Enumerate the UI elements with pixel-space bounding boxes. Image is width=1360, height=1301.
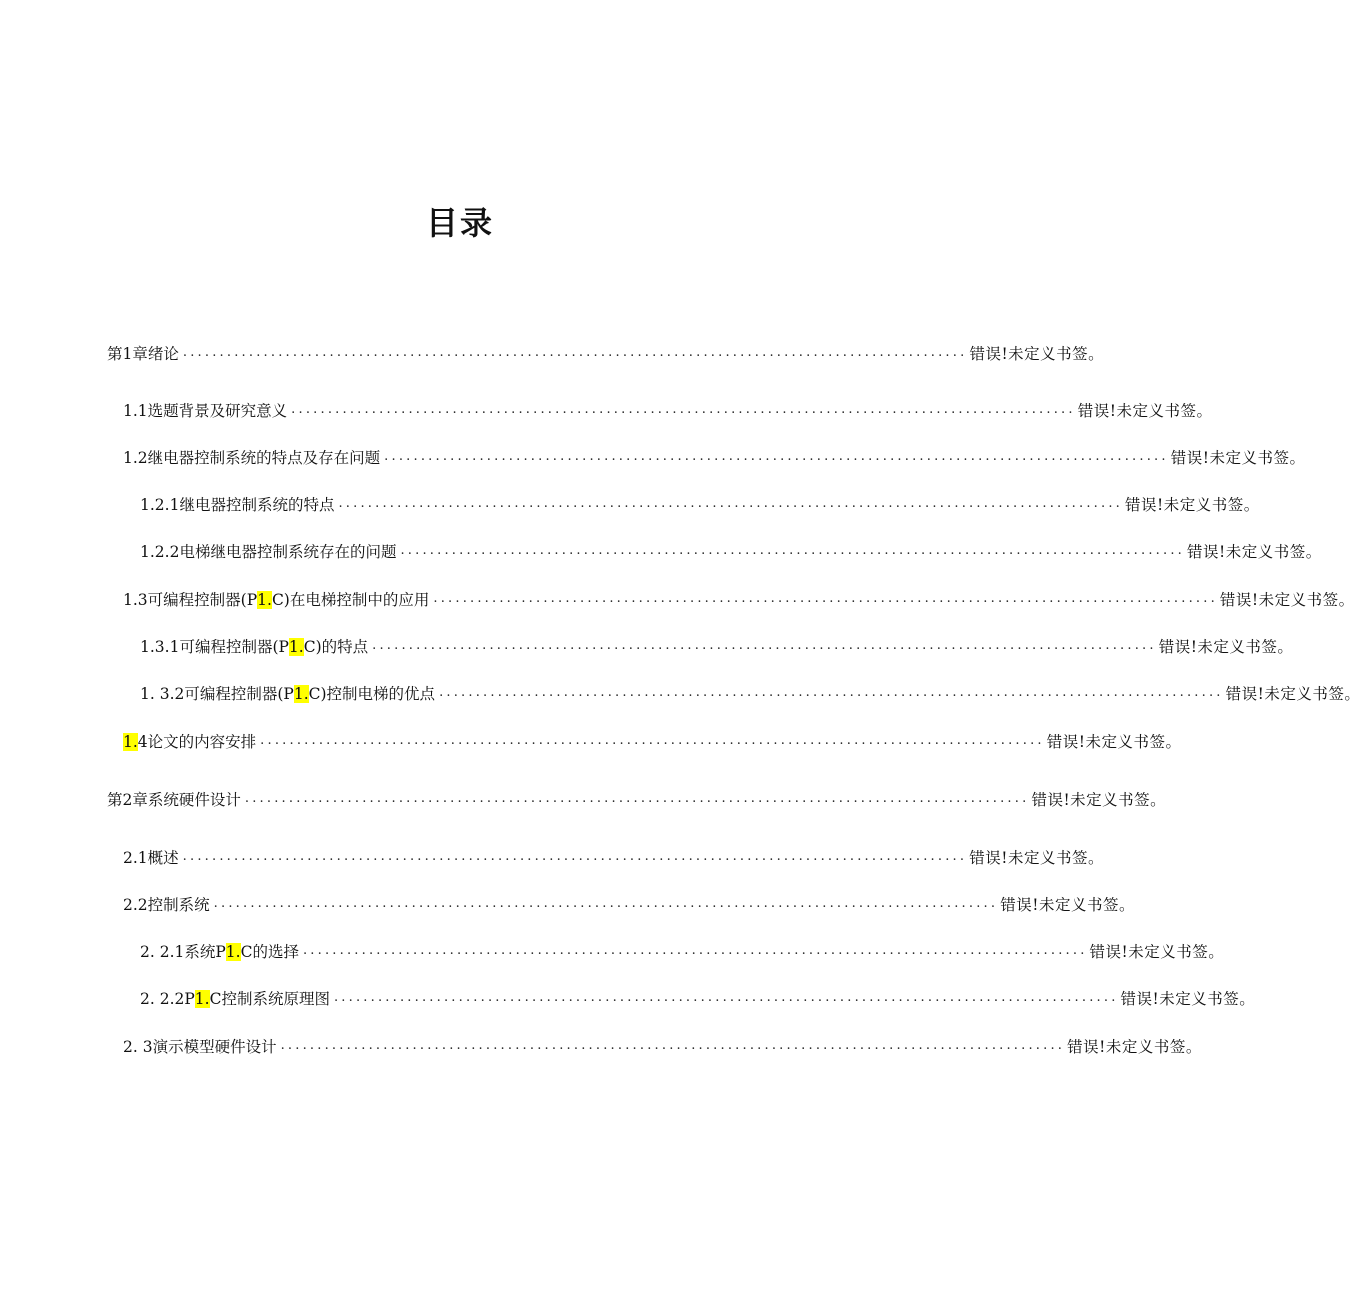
toc-page-reference: 错误!未定义书签。 xyxy=(1125,496,1260,514)
toc-leader-dots: ........................................................................................................... xyxy=(302,943,1088,958)
toc-page-reference: 错误!未定义书签。 xyxy=(969,849,1104,867)
toc-entry-text: C的选择 xyxy=(240,943,299,961)
toc-entry-text: 第1章绪论 xyxy=(107,345,179,363)
toc-page-reference: 错误!未定义书签。 xyxy=(1158,638,1294,656)
toc-page-reference: 错误!未定义书签。 xyxy=(1000,896,1135,914)
toc-entry[interactable] xyxy=(123,587,1355,611)
toc-entry-title xyxy=(140,540,396,562)
toc-page-reference: 错误!未定义书签。 xyxy=(1225,685,1360,703)
page-title: 目录 xyxy=(425,204,494,242)
toc-entry-text: 1. 3.2可编程控制器(P xyxy=(140,685,294,703)
toc-entry-title xyxy=(123,588,429,610)
toc-entry-text: 2. 3演示模型硬件设计 xyxy=(123,1038,277,1056)
toc-page-reference: 错误!未定义书签。 xyxy=(969,345,1105,363)
toc-entry-title xyxy=(107,788,241,810)
toc-leader-dots: ........................................................................................................... xyxy=(400,543,1186,558)
toc-leader-dots: ........................................................................................................... xyxy=(439,685,1224,700)
toc-page-reference: 错误!未定义书签。 xyxy=(1187,543,1322,561)
toc-leader-dots: ........................................................................................................... xyxy=(433,591,1218,606)
toc-entry[interactable] xyxy=(123,398,1213,422)
toc-entry-text: 1.2.1继电器控制系统的特点 xyxy=(140,496,335,514)
toc-entry-text: C)的特点 xyxy=(303,638,369,656)
toc-entry-text: C)在电梯控制中的应用 xyxy=(271,591,430,609)
toc-page-reference: 错误!未定义书签。 xyxy=(1120,990,1256,1008)
toc-entry[interactable] xyxy=(140,681,1360,705)
toc-page-reference: 错误!未定义书签。 xyxy=(1089,943,1225,961)
toc-leader-dots: ........................................................................................................... xyxy=(182,849,968,864)
toc-leader-dots: ........................................................................................................... xyxy=(333,990,1119,1005)
toc-page-reference: 错误!未定义书签。 xyxy=(1077,402,1213,420)
toc-entry[interactable] xyxy=(123,1034,1202,1058)
toc-entry-text: 1.2.2电梯继电器控制系统存在的问题 xyxy=(140,543,397,561)
highlighted-text: 1. xyxy=(225,943,241,961)
highlighted-text: 1. xyxy=(257,591,272,609)
toc-entry[interactable] xyxy=(107,787,1167,811)
toc-leader-dots: ........................................................................................................... xyxy=(384,449,1169,464)
toc-entry-text: 2.2控制系统 xyxy=(123,896,210,914)
toc-leader-dots: ........................................................................................................... xyxy=(182,345,968,360)
toc-entry[interactable] xyxy=(140,634,1294,658)
toc-entry-text: 第2章系统硬件设计 xyxy=(107,791,241,809)
toc-leader-dots: ........................................................................................................... xyxy=(260,733,1045,748)
highlighted-text: 1. xyxy=(293,685,309,703)
toc-page-reference: 错误!未定义书签。 xyxy=(1046,733,1182,751)
toc-entry-title xyxy=(140,635,368,657)
toc-entry[interactable] xyxy=(140,539,1322,563)
toc-leader-dots: ........................................................................................................... xyxy=(244,791,1030,806)
toc-leader-dots: ........................................................................................................... xyxy=(213,896,999,911)
toc-entry-title xyxy=(140,493,334,515)
toc-entry-text: 1.2继电器控制系统的特点及存在问题 xyxy=(123,449,381,467)
toc-page-reference: 错误!未定义书签。 xyxy=(1170,449,1306,467)
toc-entry[interactable] xyxy=(123,892,1135,916)
toc-leader-dots: ........................................................................................................... xyxy=(291,402,1076,417)
toc-entry[interactable] xyxy=(123,729,1182,753)
toc-entry-title xyxy=(123,1035,277,1057)
toc-entry-text: 4论文的内容安排 xyxy=(137,733,257,751)
toc-entry-title xyxy=(123,730,256,752)
toc-leader-dots: ........................................................................................................... xyxy=(280,1038,1066,1053)
toc-entry-title xyxy=(123,446,380,468)
toc-entry[interactable] xyxy=(123,845,1104,869)
toc-entry-title xyxy=(123,893,210,915)
toc-page-reference: 错误!未定义书签。 xyxy=(1031,791,1167,809)
toc-leader-dots: ........................................................................................................... xyxy=(338,496,1124,511)
toc-entry-title xyxy=(123,846,179,868)
toc-entry-text: 2.1概述 xyxy=(123,849,179,867)
toc-entry-text: 1.1选题背景及研究意义 xyxy=(123,402,288,420)
highlighted-text: 1. xyxy=(194,990,210,1008)
toc-entry-text: 2. 2.2P xyxy=(140,990,195,1008)
toc-entry-title xyxy=(140,682,435,704)
toc-entry-title xyxy=(123,399,287,421)
highlighted-text: 1. xyxy=(123,733,138,751)
toc-entry-text: 1.3可编程控制器(P xyxy=(123,591,258,609)
toc-page-reference: 错误!未定义书签。 xyxy=(1219,591,1355,609)
toc-entry-title xyxy=(140,987,330,1009)
toc-entry-text: C控制系统原理图 xyxy=(209,990,330,1008)
toc-entry-text: 2. 2.1系统P xyxy=(140,943,226,961)
toc-entry-title xyxy=(140,940,299,962)
toc-entry-text: C)控制电梯的优点 xyxy=(308,685,436,703)
toc-page-reference: 错误!未定义书签。 xyxy=(1067,1038,1202,1056)
toc-leader-dots: ........................................................................................................... xyxy=(372,638,1157,653)
toc-entry[interactable] xyxy=(123,445,1306,469)
toc-entry[interactable] xyxy=(140,939,1225,963)
highlighted-text: 1. xyxy=(288,638,304,656)
toc-entry[interactable] xyxy=(107,341,1105,365)
toc-entry[interactable] xyxy=(140,986,1256,1010)
toc-entry[interactable] xyxy=(140,492,1260,516)
toc-entry-title xyxy=(107,342,179,364)
toc-entry-text: 1.3.1可编程控制器(P xyxy=(140,638,289,656)
